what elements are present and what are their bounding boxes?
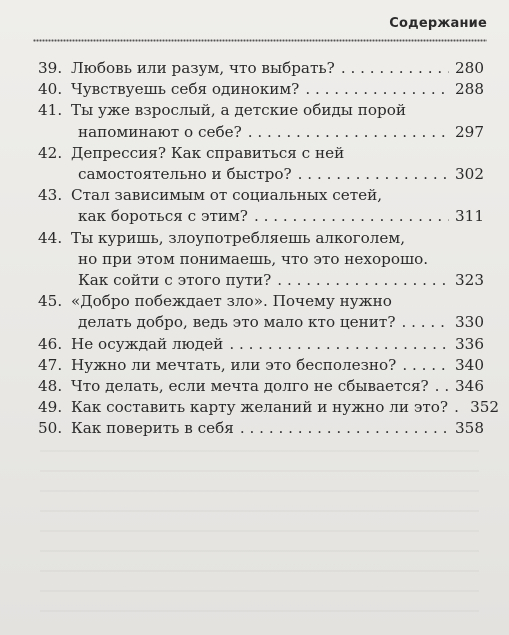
- toc-leader-dots: [240, 418, 449, 439]
- toc-page-number: 330: [455, 313, 484, 332]
- toc-entry-continuation: [38, 164, 484, 185]
- toc-leader-dots: [401, 312, 449, 333]
- toc-entry: [38, 291, 484, 333]
- toc-leader-dots: [435, 376, 449, 397]
- toc-entry-number: 39.: [38, 59, 63, 77]
- toc-entry-line: [38, 376, 484, 397]
- toc-entry-number: 42.: [38, 143, 63, 162]
- show-through-texture: [40, 438, 479, 625]
- toc-leader-dots: [402, 355, 449, 376]
- toc-entry-line: [38, 355, 484, 376]
- toc-entry-line: [38, 397, 500, 418]
- toc-entry-number: 41.: [38, 101, 63, 120]
- toc-entry-number: 50.: [38, 419, 63, 438]
- toc-entry-title: напоминают о себе?: [78, 122, 242, 141]
- toc-entry-line: [38, 228, 484, 249]
- toc-entry-line: [38, 334, 484, 355]
- toc-entry-continuation: [38, 270, 484, 291]
- toc-leader-dots: [229, 334, 449, 355]
- toc-entry-line: [38, 100, 484, 121]
- toc-entry-number: 43.: [38, 186, 63, 205]
- toc-entry-title: Стал зависимым от социальных сетей,: [71, 186, 383, 205]
- toc-entry-number: 46.: [38, 334, 63, 353]
- toc-entry-title: делать добро, ведь это мало кто ценит?: [78, 313, 396, 332]
- table-of-contents: [38, 58, 500, 440]
- toc-page-number: 280: [455, 59, 484, 77]
- toc-entry: [38, 100, 484, 142]
- header-dotted-rule: [33, 38, 487, 43]
- toc-leader-dots: [254, 206, 449, 227]
- toc-entry-title: Что делать, если мечта долго не сбывается?: [71, 377, 429, 396]
- toc-entry-title: Ты куришь, злоупотребляешь алкоголем,: [71, 228, 406, 247]
- toc-entry-number: 49.: [38, 398, 63, 417]
- toc-entry-title: Как составить карту желаний и нужно ли это?: [71, 398, 449, 417]
- toc-entry-number: 44.: [38, 228, 63, 247]
- toc-entry-line: [38, 185, 484, 206]
- toc-entry: [38, 58, 484, 79]
- toc-page-number: 297: [455, 122, 484, 141]
- toc-leader-dots: [305, 79, 449, 100]
- toc-leader-dots: [298, 164, 449, 185]
- toc-entry-continuation: [38, 249, 484, 270]
- toc-leader-dots: [454, 397, 464, 418]
- toc-entry-number: 45.: [38, 292, 63, 311]
- toc-page-number: 288: [455, 80, 484, 99]
- toc-entry-title: Депрессия? Как справиться с ней: [71, 143, 345, 162]
- toc-entry-continuation: [38, 122, 484, 143]
- toc-entry-number: 48.: [38, 377, 63, 396]
- toc-entry-title: Нужно ли мечтать, или это бесполезно?: [71, 355, 397, 374]
- toc-page-number: 336: [455, 334, 484, 353]
- toc-entry: [38, 418, 484, 439]
- toc-entry: [38, 228, 484, 292]
- toc-entry-title: Не осуждай людей: [71, 334, 224, 353]
- toc-entry-title: но при этом понимаешь, что это нехорошо.: [78, 249, 429, 268]
- toc-entry-title: Как поверить в себя: [71, 419, 234, 438]
- toc-entry-continuation: [38, 206, 484, 227]
- toc-entry-title: Как сойти с этого пути?: [78, 271, 272, 290]
- toc-entry-line: [38, 291, 484, 312]
- toc-entry-line: [38, 58, 484, 79]
- toc-page-number: 323: [455, 271, 484, 290]
- toc-entry-line: [38, 143, 484, 164]
- toc-entry: [38, 79, 484, 100]
- toc-entry-title: как бороться с этим?: [78, 207, 248, 226]
- toc-entry-number: 47.: [38, 355, 63, 374]
- toc-entry-title: Любовь или разум, что выбрать?: [71, 59, 335, 77]
- toc-page-number: 352: [470, 398, 500, 417]
- toc-entry: [38, 355, 484, 376]
- toc-entry: [38, 334, 484, 355]
- toc-entry: [38, 185, 484, 227]
- toc-entry-continuation: [38, 312, 484, 333]
- toc-entry-line: [38, 79, 484, 100]
- toc-entry-title: Чувствуешь себя одиноким?: [71, 80, 300, 99]
- toc-entry-line: [38, 418, 484, 439]
- toc-page-number: 358: [455, 419, 484, 438]
- toc-entry: [38, 397, 500, 418]
- toc-entry-number: 40.: [38, 80, 63, 99]
- toc-entry-title: самостоятельно и быстро?: [78, 165, 292, 184]
- toc-leader-dots: [277, 270, 449, 291]
- toc-entry: [38, 376, 484, 397]
- toc-page-number: 346: [455, 377, 484, 396]
- toc-leader-dots: [248, 122, 449, 143]
- toc-page-number: 340: [455, 355, 484, 374]
- toc-page-number: 311: [455, 207, 484, 226]
- toc-leader-dots: [341, 58, 449, 79]
- toc-entry-title: «Добро побеждает зло». Почему нужно: [71, 292, 392, 311]
- toc-page-number: 302: [455, 165, 484, 184]
- toc-entry: [38, 143, 484, 185]
- running-head-title: Содержание: [389, 16, 487, 31]
- toc-entry-title: Ты уже взрослый, а детские обиды порой: [71, 101, 406, 120]
